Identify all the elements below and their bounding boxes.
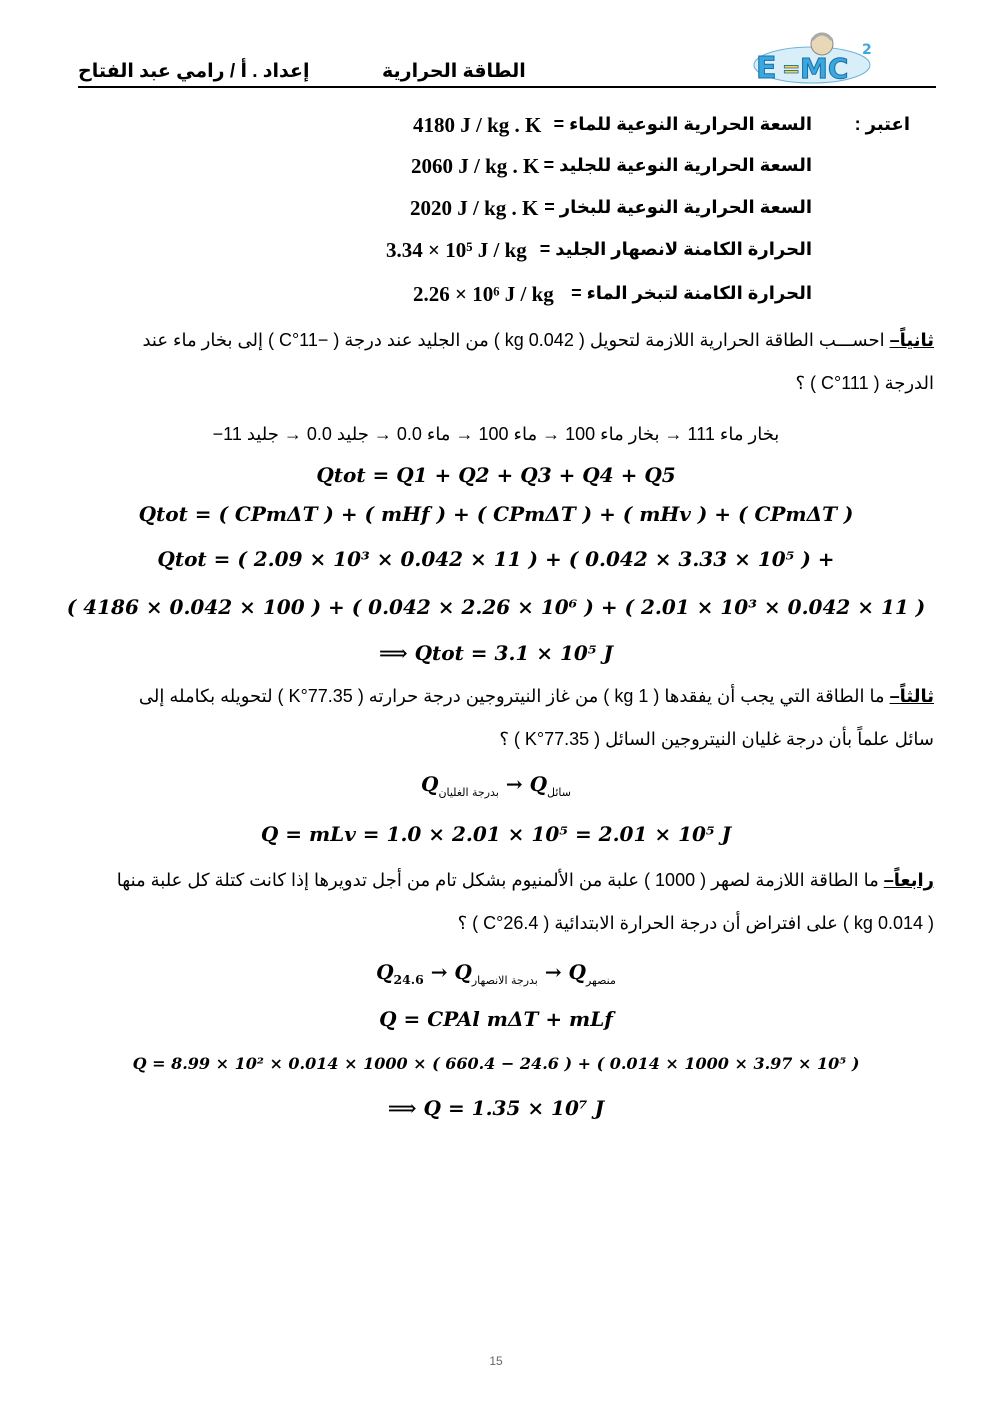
total-heat-substitution-1 bbox=[0, 547, 992, 571]
total-heat-sum-equation bbox=[0, 463, 992, 487]
question-2-line-1 bbox=[142, 330, 934, 351]
phase-chain: بخار ماء 111 → بخار ماء 100 → ماء 100 → ماء 0.0 → جليد 0.0 → جليد 11− bbox=[212, 424, 780, 444]
nitrogen-heat-text: Q = mLv = 1.0 × 2.01 × 10⁵ = 2.01 × 10⁵ J bbox=[260, 822, 732, 846]
svg-text:2: 2 bbox=[862, 42, 872, 58]
melting-point-subscript: بدرجة الانصهار bbox=[471, 974, 538, 987]
constant-value: 2.26 × 10⁶ J / kg bbox=[413, 282, 554, 306]
constant-value: 3.34 × 10⁵ J / kg bbox=[386, 238, 527, 262]
constant-value: 2060 J / kg . K bbox=[411, 154, 540, 178]
total-heat-formula-equation bbox=[0, 502, 992, 526]
total-heat-substitution-1-text: Qtot = ( 2.09 × 10³ × 0.042 × 11 ) + ( 0.042 × 3.33 × 10⁵ ) + bbox=[157, 547, 835, 571]
constant-label: السعة الحرارية النوعية للجليد = bbox=[543, 155, 812, 175]
aluminum-heat-formula-text: Q = CPAl mΔT + mLf bbox=[379, 1007, 613, 1031]
total-heat-substitution-2 bbox=[0, 595, 992, 619]
question-2-line-2: الدرجة ( 111°C ) ؟ bbox=[795, 373, 934, 393]
liquid-subscript: سائل bbox=[547, 786, 571, 799]
page-number: 15 bbox=[489, 1354, 503, 1368]
question-4-tag: رابعاً– bbox=[883, 870, 934, 890]
constant-value: 2020 J / kg . K bbox=[410, 196, 539, 220]
svg-text:MC: MC bbox=[800, 52, 849, 85]
total-heat-substitution-2-text: ( 4186 × 0.042 × 100 ) + ( 0.042 × 2.26 × 10⁶ ) + ( 2.01 × 10³ × 0.042 × 11 ) bbox=[66, 595, 926, 619]
molten-subscript: منصهر bbox=[585, 974, 616, 987]
question-4-line-2: ( 0.014 kg ) على افتراض أن درجة الحرارة الابتدائية ( 26.4°C ) ؟ bbox=[457, 913, 934, 933]
aluminum-heat-substitution-text: Q = 8.99 × 10² × 0.014 × 1000 × ( 660.4 − 24.6 ) + ( 0.014 × 1000 × 3.97 × 10⁵ ) bbox=[132, 1054, 860, 1073]
total-heat-formula-text: Qtot = ( CPmΔT ) + ( mHf ) + ( CPmΔT ) + ( mHv ) + ( CPmΔT ) bbox=[138, 502, 854, 526]
constant-label: السعة الحرارية النوعية للبخار = bbox=[544, 197, 812, 217]
question-2-text: احســـب الطاقة الحرارية اللازمة لتحويل ( 0.042 kg ) من الجليد عند درجة ( −11°C ) إلى بخار ماء عند bbox=[142, 330, 885, 350]
svg-text:E: E bbox=[756, 51, 777, 86]
header-divider bbox=[78, 86, 936, 88]
question-4-line-1 bbox=[117, 870, 934, 891]
emc2-logo bbox=[750, 30, 880, 88]
aluminum-flow: $Q_{24.6} \to Q_{بدرجة الانصهار} \to Q_{منصهر}$ bbox=[376, 960, 616, 987]
page-title: الطاقة الحرارية bbox=[382, 61, 526, 82]
constants-intro: اعتبر : bbox=[854, 114, 910, 134]
nitrogen-flow: $Q_{بدرجة الغليان} \to Q_{سائل}$ bbox=[421, 772, 571, 799]
aluminum-heat-substitution bbox=[0, 1054, 992, 1073]
total-heat-result bbox=[0, 641, 992, 665]
svg-text:=: = bbox=[782, 57, 801, 82]
question-4-text: ما الطاقة اللازمة لصهر ( 1000 ) علبة من الألمنيوم بشكل تام من أجل تدويرها إذا كانت كتلة كل علبة منها bbox=[116, 870, 879, 890]
question-3-line-1 bbox=[139, 686, 934, 707]
question-2-tag: ثانياً– bbox=[889, 330, 934, 350]
total-heat-result-text: ⟹ Qtot = 3.1 × 10⁵ J bbox=[378, 641, 614, 665]
question-3-line-2: سائل علماً بأن درجة غليان النيتروجين السائل ( 77.35°K ) ؟ bbox=[499, 729, 934, 749]
author-credit: إعداد . أ / رامي عبد الفتاح bbox=[78, 61, 310, 82]
constant-value: 4180 J / kg . K bbox=[413, 113, 542, 137]
boiling-point-subscript: بدرجة الغليان bbox=[438, 786, 499, 799]
question-3-tag: ثالثاً– bbox=[889, 686, 934, 706]
question-3-text: ما الطاقة التي يجب أن يفقدها ( 1 kg ) من غاز النيتروجين درجة حرارته ( 77.35°K ) لتحويله بكامله إلى bbox=[138, 686, 885, 706]
aluminum-heat-formula bbox=[0, 1007, 992, 1031]
total-heat-sum-text: Qtot = Q1 + Q2 + Q3 + Q4 + Q5 bbox=[316, 463, 676, 487]
constant-label: الحرارة الكامنة لانصهار الجليد = bbox=[539, 239, 812, 259]
aluminum-heat-result-text: ⟹ Q = 1.35 × 10⁷ J bbox=[387, 1096, 605, 1120]
constant-label: السعة الحرارية النوعية للماء = bbox=[553, 114, 812, 134]
constant-label: الحرارة الكامنة لتبخر الماء = bbox=[571, 283, 812, 303]
nitrogen-heat-equation bbox=[0, 822, 992, 846]
aluminum-heat-result bbox=[0, 1096, 992, 1120]
